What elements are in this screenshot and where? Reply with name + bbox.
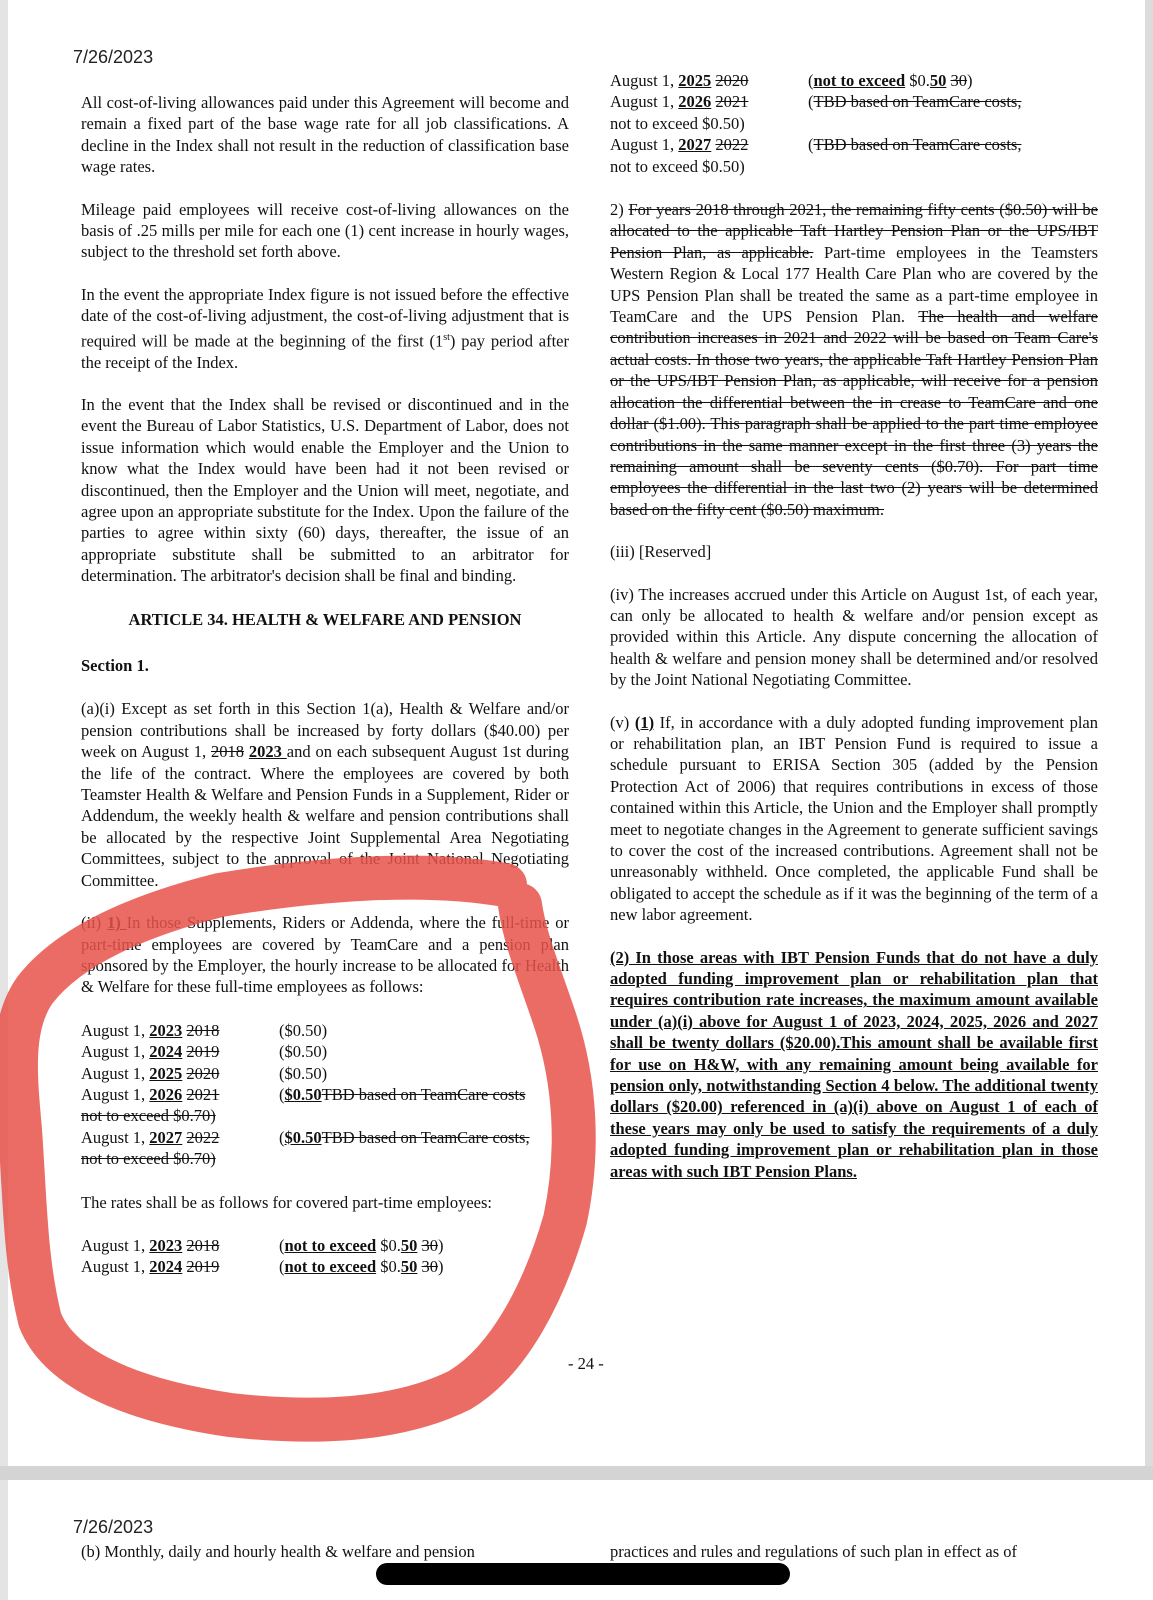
paragraph-a-i: (a)(i) Except as set forth in this Section 1(a), Health & Welfare and/or pension contributions shall be increased by forty dollars ($40.00) per week on August 1, 2018 2023 and on each subsequent August 1st during the life of the contract. Where the employees are covered by both Teamster Health & Welfare and Pension Funds in a Supplement, Rider or Addendum, the weekly health & welfare and pension contributions shall be allocated by the respective Joint Supplemental Area Negotiating Committees, subject to the approval of the Joint National Negotiating Committee. bbox=[81, 699, 570, 890]
table-row: August 1, 2027 2022 (TBD based on TeamCare costs, bbox=[610, 135, 1022, 155]
table-row: August 1, 2025 2020 ($0.50) bbox=[81, 1063, 328, 1083]
paragraph-v-2: (2) In those areas with IBT Pension Funds that do not have a duly adopted funding improvement plan or rehabilitation plan that requires contribution rate increases, the maximum amount available under (a)(i) above for August 1 of 2023, 2024, 2025, 2026 and 2027 shall be twenty dollars ($20.00).This amount shall be available first for use on H&W, with any remaining amount being available for pension only, notwithstanding Section 4 below. The additional twenty dollars ($20.00) referenced in (a)(i) above on August 1 of each of these years may only be used to satisfy the requirements of a duly adopted funding improvement plan or rehabilitation plan in those areas with such IBT Pension Plans. bbox=[610, 947, 1098, 1181]
table-row: not to exceed $0.50) bbox=[610, 156, 745, 176]
paragraph-index-revised: In the event that the Index shall be revised or discontinued and in the event the Bureau of Labor Statistics, U.S. Department of Labor, does not issue information which would enable the Employer and the Union to know what the Index would have been had it not been revised or discontinued, then the Employer and the Union will meet, negotiate, and agree upon an appropriate substitute for the Index. Upon the failure of the parties to agree within sixty (60) days, thereafter, the issue of an appropriate substitute shall be submitted to an arbitrator for determination. The arbitrator's decision shall be final and binding. bbox=[81, 394, 569, 586]
paragraph-mileage: Mileage paid employees will receive cost-of-living allowances on the basis of .25 mills per mile for each one (1) cent increase in hourly wages, subject to the threshold set forth above. bbox=[81, 199, 569, 262]
print-date: 7/26/2023 bbox=[73, 1517, 154, 1537]
paragraph-iv: (iv) The increases accrued under this Article on August 1st, of each year, can only be allocated to health & welfare and/or pension except as provided within this Article. Any dispute concerning the allocation of health & welfare and pension money shall be determined and/or resolved by the Joint National Negotiating Committee. bbox=[610, 584, 1098, 690]
page2-right-line: practices and rules and regulations of such plan in effect as of bbox=[610, 1542, 1018, 1561]
table-row: August 1, 2026 2021 ($0.50TBD based on TeamCare costs bbox=[81, 1084, 526, 1104]
paragraph-v-1: (v) (1) If, in accordance with a duly adopted funding improvement plan or rehabilitation plan, an IBT Pension Fund is required to issue a schedule pursuant to ERISA Section 305 (added by the Pension Protection Act of 2006) that requires contributions in excess of those contained within this Article, the Union and the Employer shall promptly meet to negotiate changes in the Agreement to generate sufficient savings to cover the cost of the increased contributions. Agreement shall not be unreasonably withheld. Once completed, the applicable Fund shall be obligated to accept the schedule as if it was the beginning of the term of a new labor agreement. bbox=[610, 712, 1098, 925]
section-heading: Section 1. bbox=[81, 656, 149, 676]
paragraph-cola-fixed: All cost-of-living allowances paid under this Agreement will become and remain a fixed part of the base wage rate for all job classifications. A decline in the Index shall not result in the reduction of classification base wage rates. bbox=[81, 93, 569, 177]
article-heading: ARTICLE 34. HEALTH & WELFARE AND PENSION bbox=[128, 609, 522, 629]
table-row: August 1, 2024 2019 ($0.50) bbox=[81, 1042, 328, 1062]
paragraph-2: 2) For years 2018 through 2021, the remaining fifty cents ($0.50) will be allocated to the applicable Taft Hartley Pension Plan or the UPS/IBT Pension Plan, as applicable. Part-time employees in the Teamsters Western Region & Local 177 Health Care Plan who are covered by the UPS Pension Plan shall be treated the same as a part-time employee in TeamCare and the UPS Pension Plan. The health and welfare contribution increases in 2021 and 2022 will be based on Team Care's actual costs. In those two years, the applicable Taft Hartley Pension Plan or the UPS/IBT Pension Plan, as applicable, will receive for a pension allocation the differential between the in crease to TeamCare and one dollar ($1.00). This paragraph shall be applied to the part time employee contributions in the same manner except in the first three (3) years the remaining amount shall be seventy cents ($0.70). For part time employees the differential in the last two (2) years will be determined based on the fifty cent ($0.50) maximum. bbox=[610, 200, 1099, 519]
table-row: not to exceed $0.50) bbox=[610, 113, 745, 133]
table-row: August 1, 2023 2018 (not to exceed $0.50 30) bbox=[81, 1235, 444, 1255]
table-row: not to exceed $0.70) bbox=[81, 1106, 216, 1126]
red-marker-stroke bbox=[16, 878, 574, 1420]
table-row: August 1, 2025 2020 (not to exceed $0.50 30) bbox=[610, 71, 973, 90]
table-row: August 1, 2024 2019 (not to exceed $0.50 30) bbox=[81, 1257, 444, 1277]
table-row: August 1, 2023 2018 ($0.50) bbox=[81, 1020, 328, 1040]
table-row: August 1, 2026 2021 (TBD based on TeamCare costs, bbox=[610, 92, 1022, 112]
paragraph-index-not-issued: In the event the appropriate Index figure is not issued before the effective date of the cost-of-living adjustment, the cost-of-living adjustment that is required will be made at the beginning of the first (1st) pay period after the receipt of the Index. bbox=[81, 284, 569, 372]
paragraph-iii: (iii) [Reserved] bbox=[610, 542, 712, 562]
print-date: 7/26/2023 bbox=[73, 47, 154, 67]
paragraph-a-ii: (ii) 1) In those Supplements, Riders or Addenda, where the full-time or part-time employees are covered by TeamCare and a pension plan sponsored by the Employer, the hourly increase to be allocated for Health & Welfare for these full-time employees as follows: bbox=[81, 913, 569, 997]
page-number: - 24 - bbox=[568, 1354, 604, 1373]
parttime-intro: The rates shall be as follows for covered part-time employees: bbox=[81, 1192, 492, 1212]
page2-left-line: (b) Monthly, daily and hourly health & welfare and pension bbox=[81, 1542, 475, 1561]
table-row: not to exceed $0.70) bbox=[81, 1149, 216, 1169]
table-row: August 1, 2027 2022 ($0.50TBD based on TeamCare costs, bbox=[81, 1127, 530, 1147]
